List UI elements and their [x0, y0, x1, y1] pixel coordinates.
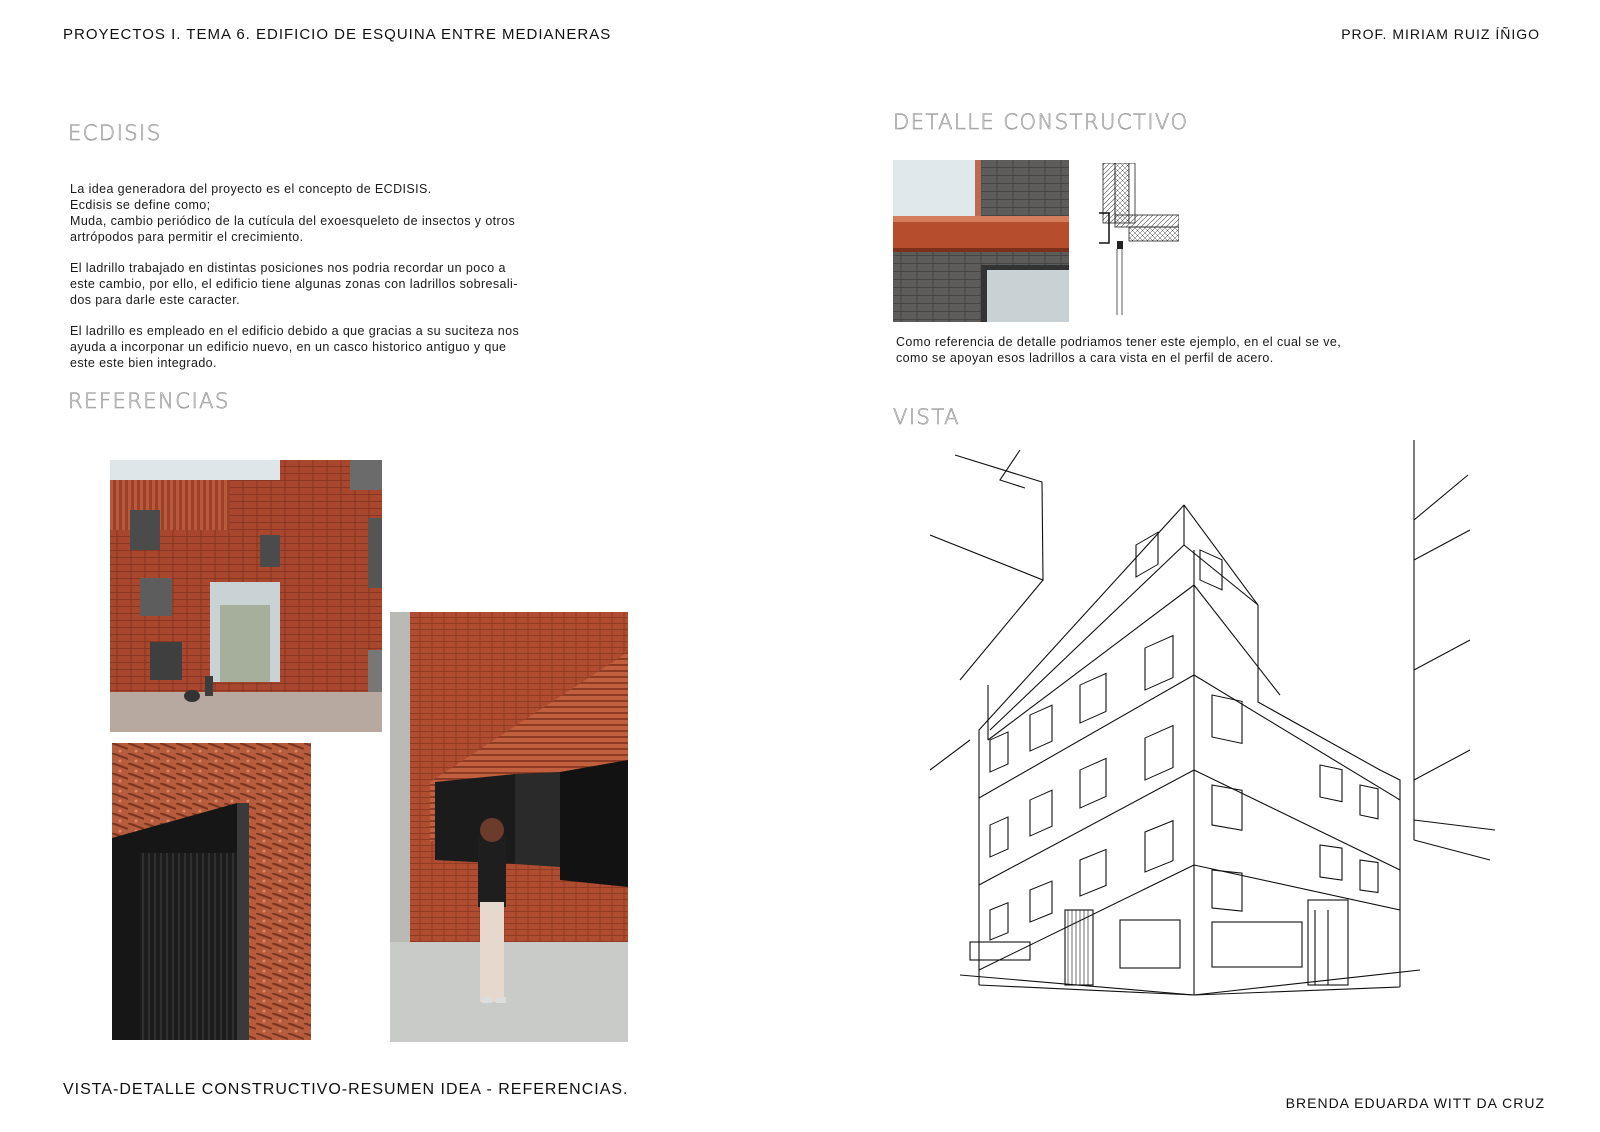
footer-summary: VISTA-DETALLE CONSTRUCTIVO-RESUMEN IDEA - REFERENCIAS. — [63, 1081, 629, 1098]
author-name: BRENDA EDUARDA WITT DA CRUZ — [1285, 1095, 1545, 1111]
brick-courtyard-photo — [110, 460, 382, 732]
vista-title: VISTA — [893, 405, 960, 429]
ecdisis-paragraph-3: El ladrillo es empleado en el edificio debido a que gracias a su suciteza nos ayuda a incorponar un edificio nuevo, en un casco historico antiguo y que este este bien integrado. — [70, 324, 520, 370]
steel-lintel-photo — [893, 160, 1069, 322]
brick-wall-window-photo — [390, 612, 628, 1042]
detalle-title: DETALLE CONSTRUCTIVO — [893, 110, 1189, 134]
ecdisis-title: ECDISIS — [68, 121, 162, 145]
ecdisis-paragraph-1: La idea generadora del proyecto es el concepto de ECDISIS. Ecdisis se define como; Muda, cambio periódico de la cutícula del exoesqueleto de insectos y otros artrópodos para permitir el crecimiento. — [70, 182, 516, 244]
ecdisis-paragraph-2: El ladrillo trabajado en distintas posiciones nos podria recordar un poco a este cambio, por ello, el edificio tiene algunas zonas con ladrillos sobresali- dos para darle este caracter. — [70, 261, 518, 307]
section-detail-drawing — [1095, 163, 1179, 315]
detalle-caption: Como referencia de detalle podriamos tener este ejemplo, en el cual se ve, como se apoyan esos ladrillos a cara vista en el perfil de acero. — [896, 335, 1342, 365]
professor-name: PROF. MIRIAM RUIZ ÍÑIGO — [1341, 26, 1540, 42]
corner-building-perspective-sketch — [930, 440, 1500, 1030]
protruding-brick-wall-photo — [112, 743, 311, 1040]
course-title: PROYECTOS I. TEMA 6. EDIFICIO DE ESQUINA ENTRE MEDIANERAS — [63, 26, 612, 43]
referencias-title: REFERENCIAS — [68, 389, 230, 413]
ecdisis-text — [70, 181, 590, 386]
